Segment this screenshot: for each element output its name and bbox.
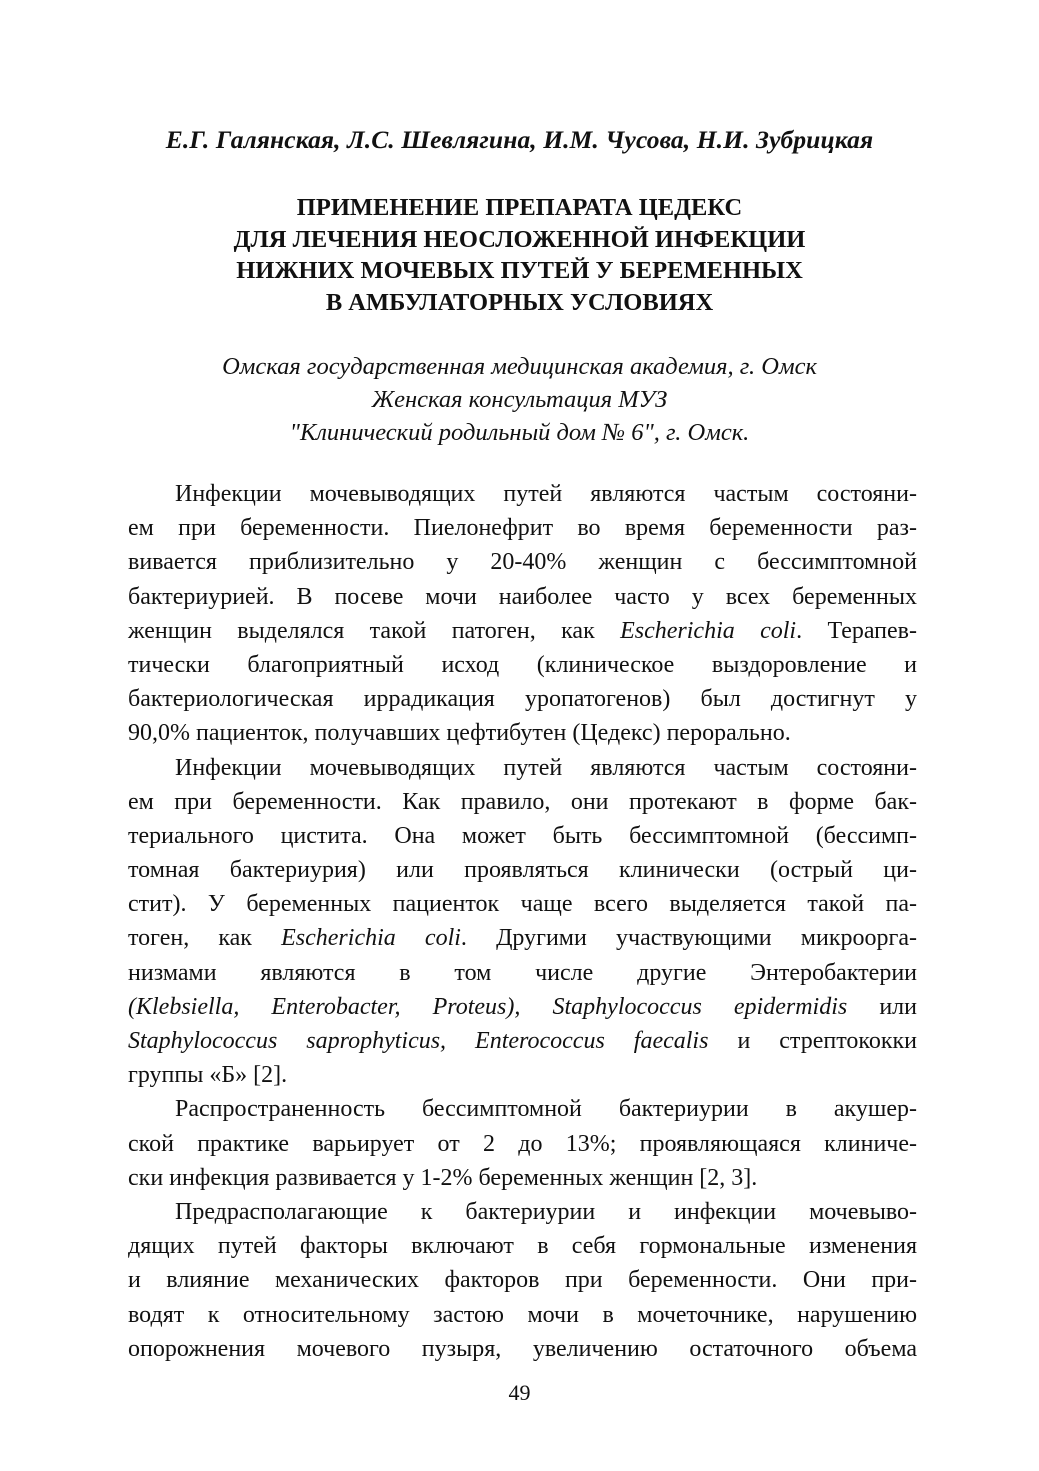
text-line: дящих путей факторы включают в себя гормональные изменения (128, 1233, 917, 1260)
affiliation-line: "Клинический родильный дом № 6", г. Омск. (289, 419, 750, 446)
text-line: и влияние механических факторов при беременности. Они при- (128, 1267, 917, 1294)
species-name: Escherichia coli (281, 925, 461, 952)
text-line: вивается приблизительно у 20-40% женщин с бессимптомной (128, 549, 917, 576)
article-title (100, 192, 939, 318)
text-line: бактериологическая иррадикация уропатогенов) был достигнут у (128, 686, 917, 713)
text-line: группы «Б» [2]. (128, 1062, 288, 1089)
title-line: ПРИМЕНЕНИЕ ПРЕПАРАТА ЦЕДЕКС (296, 194, 743, 221)
text-line: женщин выделялся такой патоген, как Escherichia coli. Терапев- (128, 617, 918, 644)
affiliation-line: Женская консультация МУЗ (371, 386, 668, 413)
text-line: стит). У беременных пациенток чаще всего выделяется такой па- (128, 891, 917, 918)
text-line: водят к относительному застою мочи в мочеточнике, нарушению (128, 1301, 917, 1328)
text-line: (Klebsiella, Enterobacter, Proteus), Staphylococcus epidermidis или (128, 993, 917, 1020)
text-line: Предрасполагающие к бактериурии и инфекции мочевыво- (175, 1198, 917, 1225)
text-line: тически благоприятный исход (клиническое выздоровление и (128, 651, 917, 678)
title-line: НИЖНИХ МОЧЕВЫХ ПУТЕЙ У БЕРЕМЕННЫХ (236, 257, 803, 284)
text-line: Инфекции мочевыводящих путей являются частым состояни- (175, 754, 917, 781)
text-line: томная бактериурия) или проявляться клинически (острый ци- (128, 857, 917, 884)
title-line: В АМБУЛАТОРНЫХ УСЛОВИЯХ (325, 288, 714, 316)
text-line: ем при беременности. Как правило, они протекают в форме бак- (128, 788, 917, 815)
body-text (128, 477, 917, 1366)
text-line: ски инфекция развивается у 1-2% беременных женщин [2, 3]. (128, 1164, 758, 1191)
text-line: бактериурией. В посеве мочи наиболее часто у всех беременных (128, 583, 917, 610)
species-name: (Klebsiella, Enterobacter, Proteus), Staphylococcus epidermidis (128, 993, 848, 1020)
text-line: опорожнения мочевого пузыря, увеличению остаточного объема (128, 1335, 917, 1362)
text-line: ем при беременности. Пиелонефрит во время беременности раз- (128, 515, 917, 542)
species-name: Escherichia coli (620, 617, 797, 644)
page-number: 49 (508, 1380, 531, 1405)
text-line: териального цистита. Она может быть бессимптомной (бессимп- (128, 822, 917, 849)
affiliation-line: Омская государственная медицинская академия, г. Омск (222, 353, 817, 380)
affiliation (100, 350, 939, 449)
authors: Е.Г. Галянская, Л.С. Шевлягина, И.М. Чусова, Н.И. Зубрицкая (165, 125, 874, 154)
text-line: ской практике варьирует от 2 до 13%; проявляющаяся клиниче- (128, 1130, 917, 1157)
species-name: Staphylococcus saprophyticus, Enterococcus faecalis (128, 1028, 709, 1054)
text-line: 90,0% пациенток, получавших цефтибутен (Цедекс) перорально. (128, 720, 791, 747)
text-line: Инфекции мочевыводящих путей являются частым состояни- (175, 481, 917, 507)
text-line: низмами являются в том числе другие Энтеробактерии (128, 959, 917, 986)
text-line: Staphylococcus saprophyticus, Enterococcus faecalis и стрептококки (128, 1028, 917, 1054)
text-line: тоген, как Escherichia coli. Другими участвующими микроорга- (128, 925, 917, 952)
title-line: ДЛЯ ЛЕЧЕНИЯ НЕОСЛОЖЕННОЙ ИНФЕКЦИИ (233, 225, 806, 253)
text-line: Распространенность бессимптомной бактериурии в акушер- (175, 1096, 917, 1123)
